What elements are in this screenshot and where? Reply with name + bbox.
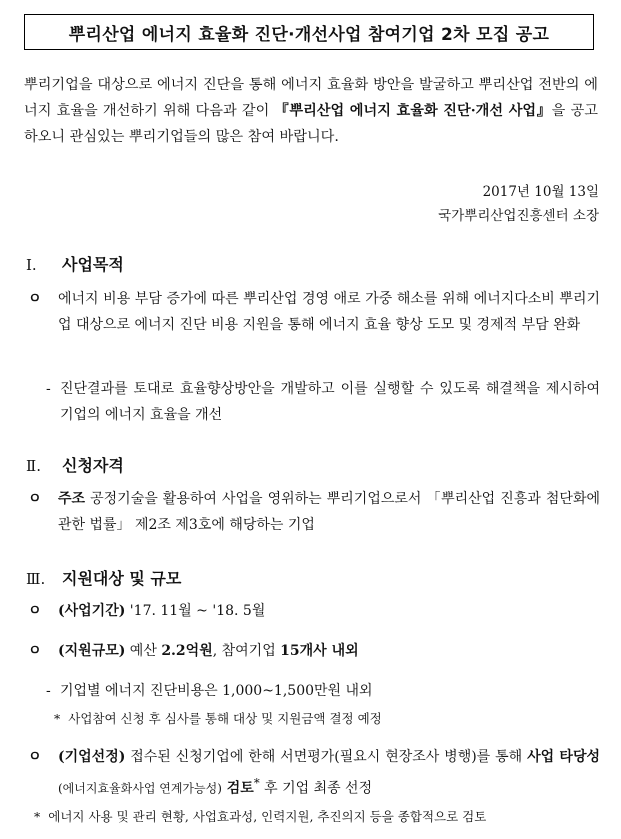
- section-1-sub-item: - 진단결과를 토대로 효율향상방안을 개발하고 이를 실행할 수 있도록 해결책을 제시하여 기업의 에너지 효율을 개선: [46, 381, 600, 423]
- section-3-item-period: ㅇ (사업기간) '17. 11월 ~ '18. 5월: [28, 603, 266, 619]
- intro-paragraph: 뿌리기업을 대상으로 에너지 진단을 통해 에너지 효율화 방안을 발굴하고 뿌리산업 전반의 에너지 효율을 개선하기 위해 다음과 같이 『뿌리산업 에너지 효율화 진단·개선 사업』을 공고하오니 관심있는 뿌리기업들의 많은 참여 바랍니다.: [24, 77, 598, 145]
- section-2-heading: Ⅱ. 신청자격: [26, 453, 124, 476]
- section-2-title: 신청자격: [62, 456, 124, 475]
- program-name: 『뿌리산업 에너지 효율화 진단·개선 사업』: [274, 103, 552, 119]
- issue-date: 2017년 10월 13일: [482, 184, 599, 200]
- section-1-title: 사업목적: [62, 255, 124, 274]
- notice-title-box: [24, 14, 594, 50]
- section-1-heading: Ⅰ. 사업목적: [26, 252, 124, 275]
- section-3-note-2: * 에너지 사용 및 관리 현황, 사업효과성, 인력지원, 추진의지 등을 종합적으로 검토: [34, 809, 487, 824]
- section-3-item-scale: ㅇ (지원규모) 예산 2.2억원, 참여기업 15개사 내외: [28, 643, 359, 659]
- section-3-note: * 사업참여 신청 후 심사를 통해 대상 및 지원금액 결정 예정: [54, 711, 382, 726]
- section-3-sub-item: - 기업별 에너지 진단비용은 1,000~1,500만원 내외: [46, 683, 373, 699]
- issue-info: [438, 180, 599, 228]
- section-3-title: 지원대상 및 규모: [62, 569, 182, 588]
- notice-title: 뿌리산업 에너지 효율화 진단·개선사업 참여기업 2차 모집 공고: [68, 24, 550, 45]
- section-2-item: ㅇ 주조 공정기술을 활용하여 사업을 영위하는 뿌리기업으로서 「뿌리산업 진흥과 첨단화에 관한 법률」 제2조 제3호에 해당하는 기업: [28, 491, 600, 533]
- issuer: 국가뿌리산업진흥센터 소장: [438, 208, 599, 224]
- section-1-item: ㅇ 에너지 비용 부담 증가에 따른 뿌리산업 경영 애로 가중 해소를 위해 에너지다소비 뿌리기업 대상으로 에너지 진단 비용 지원을 통해 에너지 효율 향상 도모 및 경제적 부담 완화: [28, 291, 600, 333]
- section-3-item-selection: ㅇ (기업선정) 접수된 신청기업에 한해 서면평가(필요시 현장조사 병행)를 통해 사업 타당성(에너지효율화사업 연계가능성) 검토* 후 기업 최종 선정: [28, 749, 600, 797]
- section-3-heading: Ⅲ. 지원대상 및 규모: [26, 566, 181, 589]
